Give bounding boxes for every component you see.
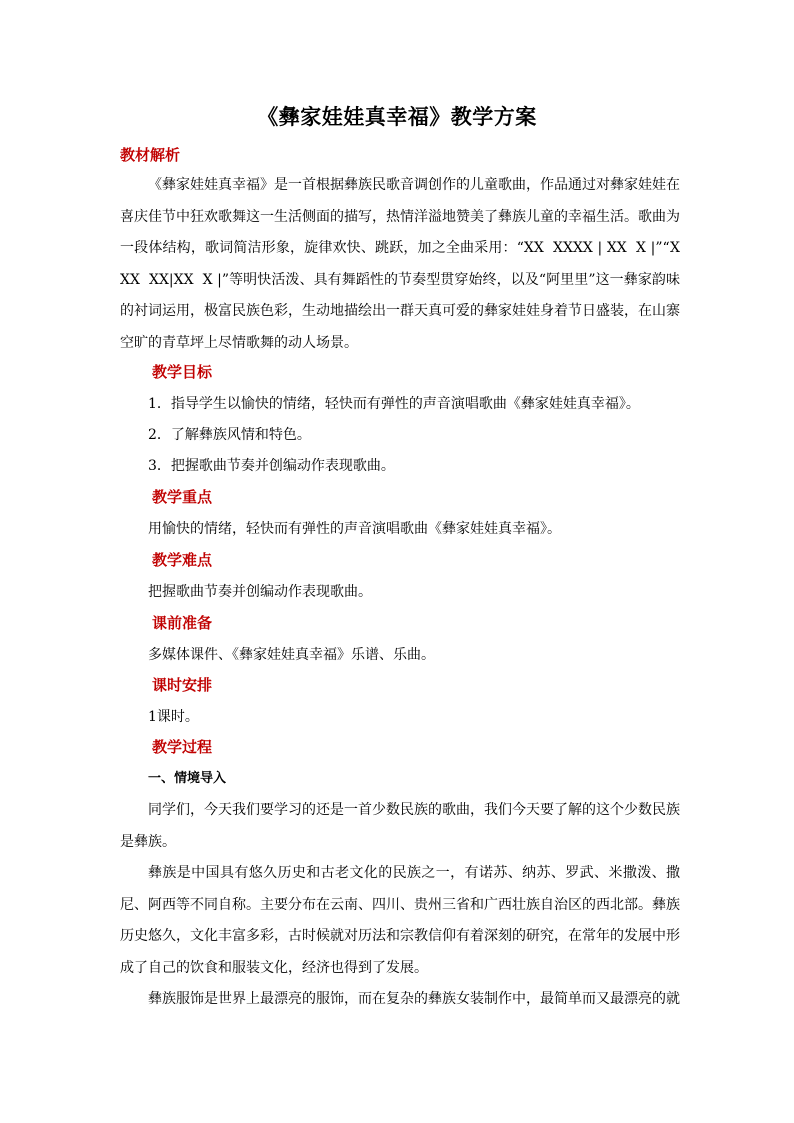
key-points-text: 用愉快的情绪，轻快而有弹性的声音演唱歌曲《彝家娃娃真幸福》。: [148, 521, 561, 537]
heading-difficulty: 教学难点: [152, 551, 213, 569]
difficulty-text: 把握歌曲节奏并创编动作表现歌曲。: [148, 584, 372, 600]
heading-key-points: 教学重点: [152, 488, 213, 506]
process-paragraph-2: 彝族是中国具有悠久历史和古老文化的民族之一，有诺苏、纳苏、罗武、米撒泼、撒尼、阿西等不同自称。主要分布在云南、四川、贵州三省和广西壮族自治区的西北部。彝族历史悠久，文化丰富多彩，古时候就对历法和宗教信仰有着深刻的研究，在常年的发展中形成了自己的饮食和服装文化，经济也得到了发展。: [120, 865, 680, 976]
schedule-text: 1课时。: [148, 709, 199, 725]
preparation-text: 多媒体课件、《彝家娃娃真幸福》乐谱、乐曲。: [148, 647, 435, 663]
process-paragraph-3: 彝族服饰是世界上最漂亮的服饰，而在复杂的彝族女装制作中，最简单而又最漂亮的就: [148, 991, 680, 1007]
goal-item-2: 2．了解彝族风情和特色。: [148, 427, 311, 443]
goal-item-3: 3．把握歌曲节奏并创编动作表现歌曲。: [148, 458, 395, 474]
analysis-paragraph: 《彝家娃娃真幸福》是一首根据彝族民歌音调创作的儿童歌曲，作品通过对彝家娃娃在喜庆佳节中狂欢歌舞这一生活侧面的描写，热情洋溢地赞美了彝族儿童的幸福生活。歌曲为一段体结构，歌词简洁形象，旋律欢快、跳跃，加之全曲采用：“XX XXXX | XX X |”“XXX XX|XX X |”等明快活泼、具有舞蹈性的节奏型贯穿始终，以及“阿里里”这一彝家韵味的衬词运用，极富民族色彩，生动地描绘出一群天真可爱的彝家娃娃身着节日盛装，在山寨空旷的青草坪上尽情歌舞的动人场景。: [120, 177, 680, 351]
goal-item-1: 1．指导学生以愉快的情绪，轻快而有弹性的声音演唱歌曲《彝家娃娃真幸福》。: [148, 396, 640, 412]
heading-preparation: 课前准备: [152, 614, 213, 632]
document-title: 《彝家娃娃真幸福》教学方案: [257, 104, 537, 129]
process-subheading: 一、情境导入: [148, 771, 227, 786]
heading-goals: 教学目标: [152, 363, 213, 381]
heading-schedule: 课时安排: [152, 676, 213, 694]
heading-analysis: 教材解析: [120, 146, 181, 164]
process-paragraph-1: 同学们，今天我们要学习的还是一首少数民族的歌曲，我们今天要了解的这个少数民族是彝族。: [120, 802, 680, 850]
heading-process: 教学过程: [152, 738, 213, 756]
